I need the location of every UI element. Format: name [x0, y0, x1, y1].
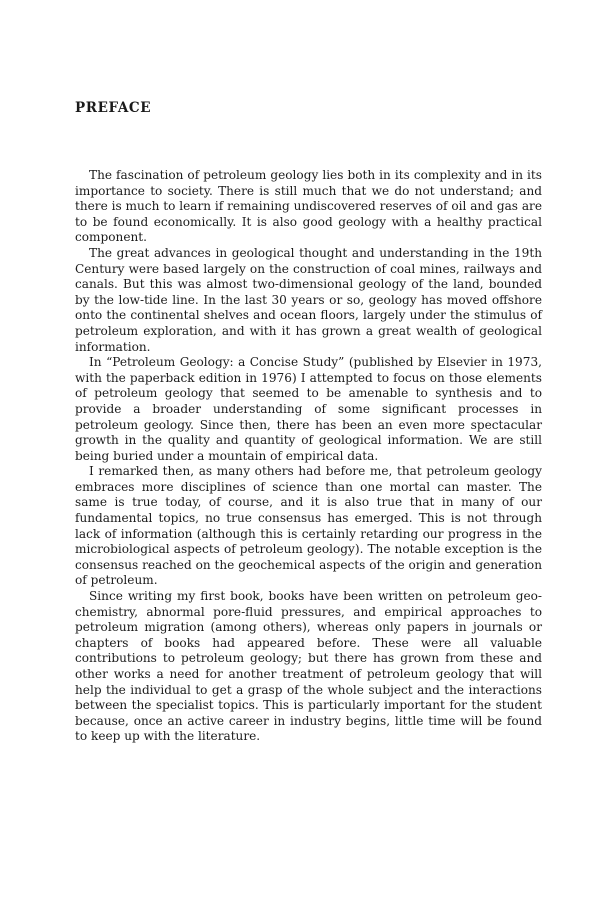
- paragraph-1: The fascination of petroleum geology lies both in its complexity and in its importance to society. There is still much that we do not understand; and there is much to learn if remaining undiscovered reserves of oil and gas are to be found economically. It is also good geology with a healthy practical component.: [75, 168, 542, 245]
- preface-body: [75, 168, 542, 745]
- paragraph-3: In “Petroleum Geology: a Concise Study” (published by Elsevier in 1973, with the paperback edition in 1976) I attempted to focus on those elements of petroleum geology that seemed to be amenable to synthesis and to provide a broader understanding of some significant processes in petroleum geology. Since then, there has been an even more spectacular growth in the quality and quantity of geological information. We are still being buried under a mountain of empirical data.: [75, 355, 542, 463]
- page-title: PREFACE: [75, 100, 152, 116]
- paragraph-2: The great advances in geological thought and understanding in the 19th Century were based largely on the construction of coal mines, railways and canals. But this was almost two-dimensional geology of the land, bounded by the low-tide line. In the last 30 years or so, geology has moved offshore onto the continental shelves and ocean floors, largely under the stimulus of petroleum exploration, and with it has grown a great wealth of geological information.: [75, 245, 542, 354]
- page: [75, 100, 542, 745]
- paragraph-5: Since writing my first book, books have been written on petroleum geochemistry, abnormal pore-fluid pressures, and empirical approaches to petroleum migration (among others), whereas only papers in journals or chapters of books had appeared before. These were all valuable contributions to petroleum geology; but there has grown from these and other works a need for another treatment of petroleum geology that will help the individual to get a grasp of the whole subject and the interactions between the specialist topics. This is particularly important for the student because, once an active career in industry begins, little time will be found to keep up with the literature.: [75, 589, 542, 744]
- paragraph-4: I remarked then, as many others had before me, that petroleum geology embraces more disciplines of science than one mortal can master. The same is true today, of course, and it is also true that in many of our fundamental topics, no true consensus has emerged. This is not through lack of information (although this is certainly retarding our progress in the microbiological aspects of petroleum geology). The notable exception is the consensus reached on the geochemical aspects of the origin and generation of petroleum.: [75, 464, 542, 588]
